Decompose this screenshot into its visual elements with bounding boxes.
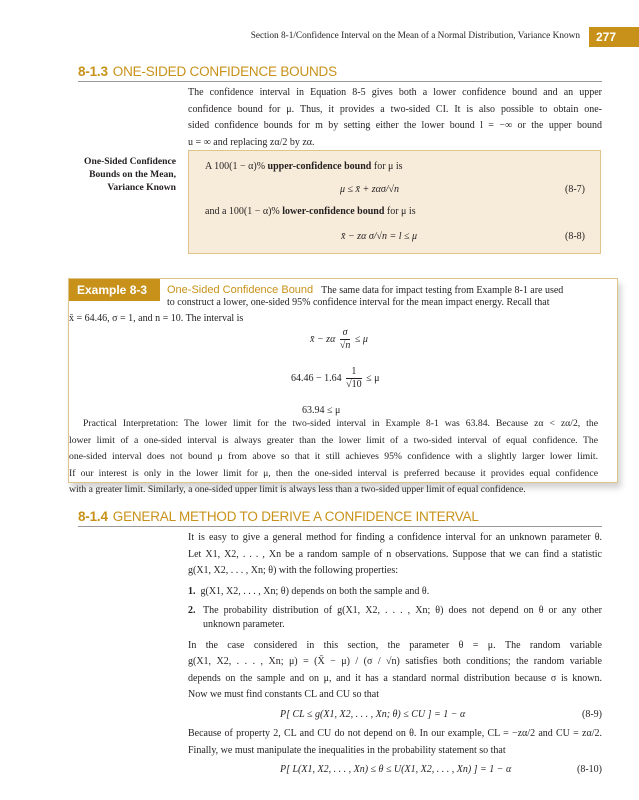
example-tab: Example 8-3 xyxy=(69,279,160,301)
text-line: u = ∞ and replacing zα/2 by zα. xyxy=(188,136,315,148)
equation: P[ L(X1, X2, . . . , Xn) ≤ θ ≤ U(X1, X2, . . . , Xn) ] = 1 − α xyxy=(280,764,512,776)
denominator: √n xyxy=(339,340,351,351)
text: for μ is xyxy=(384,206,416,217)
equation: P[ CL ≤ g(X1, X2, . . . , Xn; θ) ≤ CU ] = 1 − α xyxy=(280,708,466,720)
text-line: sided confidence bounds for m by setting either the lower bound l = −∞ or the upper bound xyxy=(188,120,602,132)
equation: x̄ − zα σ/√n = l ≤ μ xyxy=(341,231,418,242)
text-line: one-sided interval does not bound μ from above so that it still achieves 95% confidence with a slightly larger lower limit. xyxy=(69,451,598,463)
section-title: ONE-SIDED CONFIDENCE BOUNDS xyxy=(112,64,337,79)
equation-number: (8-9) xyxy=(582,708,602,720)
bold-term: lower-confidence bound xyxy=(282,206,385,217)
text-line: x̄ = 64.46, σ = 1, and n = 10. The interval is xyxy=(69,313,244,324)
example-title: One-Sided Confidence Bound xyxy=(167,284,314,296)
practical-interpretation xyxy=(69,416,598,499)
equation-part: ≤ μ xyxy=(354,333,368,345)
list-item: The probability distribution of g(X1, X2, . . . , Xn; θ) does not depend on θ or any other xyxy=(203,605,602,617)
text-line: Finally, we must manipulate the inequalities in the probability statement so that xyxy=(188,744,506,756)
equation-part: x̄ − zα xyxy=(310,333,336,345)
text-line: In the case considered in this section, the parameter θ = μ. The random variable xyxy=(188,639,602,651)
running-head: Section 8-1/Confidence Interval on the Mean of a Normal Distribution, Variance Known xyxy=(250,31,580,41)
numerator: σ xyxy=(340,327,351,340)
text-line: lower limit of a one-sided interval is always greater than the lower limit of a two-sided interval of equal confidence. The xyxy=(69,434,598,446)
numerator: 1 xyxy=(346,366,362,379)
equation-part: 64.46 − 1.64 xyxy=(291,372,342,384)
section1-paragraph xyxy=(188,85,602,151)
margin-label-line: One-Sided Confidence xyxy=(84,156,176,167)
equation-8-10 xyxy=(188,759,602,781)
text-line: The confidence interval in Equation 8-5 gives both a lower confidence bound and an upper xyxy=(188,87,602,98)
text-line: Now we must find constants CL and CU so that xyxy=(188,689,380,701)
list-number: 1. xyxy=(188,585,196,597)
text-line: If our interest is only in the lower limit for μ, then the one-sided interval is preferred because it provides equal confidence xyxy=(69,467,598,479)
text: The same data for impact testing from Example 8-1 are used xyxy=(321,285,564,296)
definition-line xyxy=(205,161,403,172)
text-line: Practical Interpretation: The lower limit for the two-sided interval in Example 8-1 was 63.84. Because zα < zα/2, the xyxy=(83,418,598,429)
section-number: 8-1.3 xyxy=(78,64,108,79)
text-line: depends on the sample and on μ, and it has a standard normal distribution because σ is known. xyxy=(188,672,602,684)
example-equation-b xyxy=(291,366,380,391)
margin-label-line: Variance Known xyxy=(107,182,176,193)
text-line: g(X1, X2, . . . , Xn; μ) = (X̄ − μ) / (σ / √n) satisfies both conditions; the random variable xyxy=(188,656,602,668)
example-equation-a xyxy=(310,327,368,352)
equation-8-7 xyxy=(205,184,585,195)
text-line: Let X1, X2, . . . , Xn be a random sample of n observations. Suppose that we can find a statistic xyxy=(188,548,602,560)
text: for μ is xyxy=(371,161,403,172)
section-number: 8-1.4 xyxy=(78,509,108,524)
list-item: g(X1, X2, . . . , Xn; θ) depends on both the sample and θ. xyxy=(200,585,430,597)
margin-label xyxy=(60,155,176,194)
equation-8-8 xyxy=(205,231,585,242)
text-line: with a greater limit. Similarly, a one-sided upper limit is always less than a two-sided upper limit of equal confidence. xyxy=(69,484,526,496)
section-heading-8-1-4 xyxy=(78,509,602,527)
list-number: 2. xyxy=(188,605,196,617)
equation-8-9 xyxy=(188,704,602,726)
section2-body xyxy=(188,530,602,781)
text-line: confidence bound for μ. Thus, it provides a two-sided CI. It is also possible to obtain one- xyxy=(188,103,602,115)
denominator: √10 xyxy=(346,379,362,390)
margin-label-line: Bounds on the Mean, xyxy=(89,169,176,180)
text-line: Because of property 2, CL and CU do not depend on θ. In our example, CL = −zα/2 and CU = zα/2. xyxy=(188,727,602,739)
example-box xyxy=(68,278,618,496)
example-intro xyxy=(167,282,579,311)
equation-part: ≤ μ xyxy=(366,372,380,384)
text: and a 100(1 − α)% xyxy=(205,206,283,217)
text-line: g(X1, X2, . . . , Xn; θ) with the following properties: xyxy=(188,565,399,577)
list-item-continued: unknown parameter. xyxy=(203,618,285,630)
text-line: to construct a lower, one-sided 95% confidence interval for the mean impact energy. Recall that xyxy=(167,296,550,308)
text: A 100(1 − α)% xyxy=(205,161,268,172)
definition-box xyxy=(188,150,601,254)
page-number: 277 xyxy=(589,27,639,47)
equation: μ ≤ x̄ + zασ/√n xyxy=(340,184,400,195)
text-line: It is easy to give a general method for finding a confidence interval for an unknown parameter θ. xyxy=(188,532,602,543)
section-title: GENERAL METHOD TO DERIVE A CONFIDENCE INTERVAL xyxy=(112,509,479,524)
equation-number: (8-10) xyxy=(577,764,602,776)
definition-line xyxy=(205,206,416,217)
example-equation-c: 63.94 ≤ μ xyxy=(302,405,341,416)
equation-number: (8-8) xyxy=(565,231,585,242)
bold-term: upper-confidence bound xyxy=(267,161,372,172)
section-heading-8-1-3 xyxy=(78,64,602,82)
equation-number: (8-7) xyxy=(565,184,585,195)
